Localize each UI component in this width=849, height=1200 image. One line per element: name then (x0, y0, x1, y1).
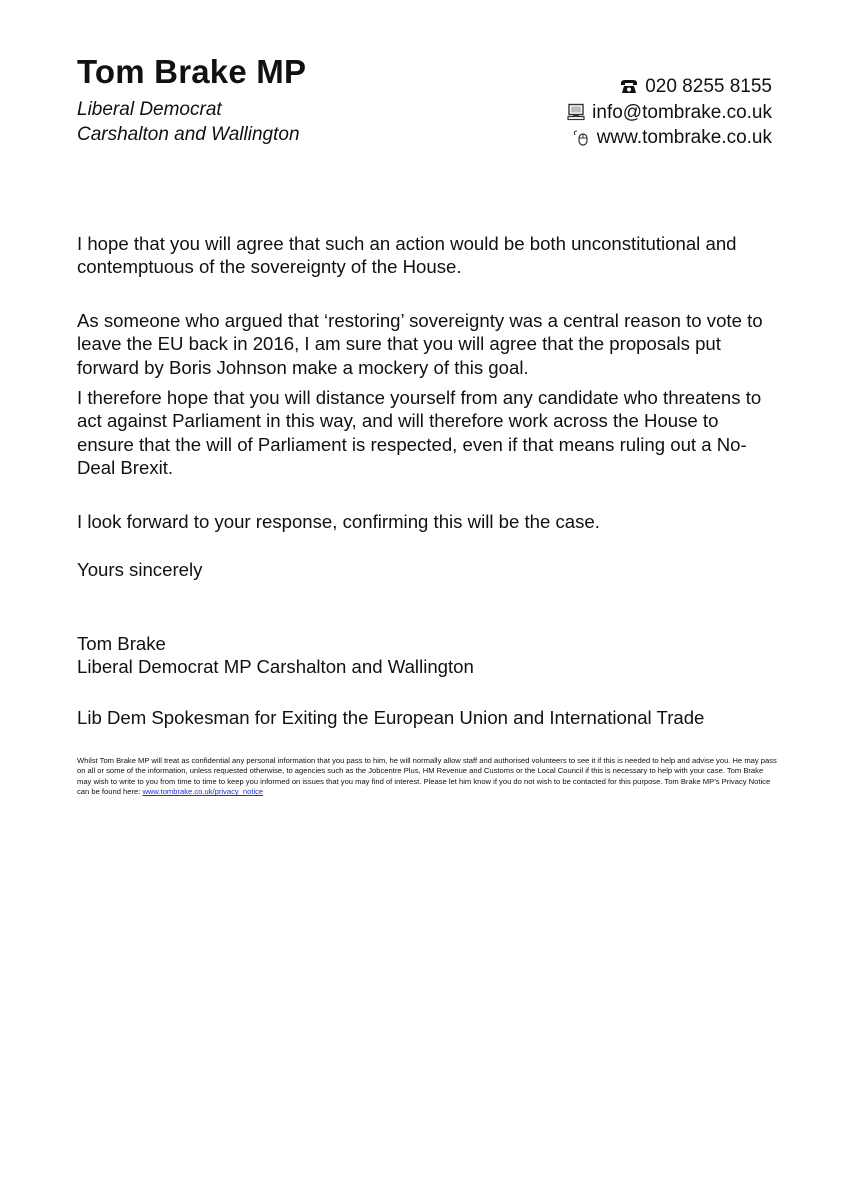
mouse-icon (571, 129, 591, 147)
spokesman-role: Lib Dem Spokesman for Exiting the European Union and International Trade (77, 707, 705, 728)
contact-phone[interactable]: 020 8255 8155 (645, 76, 772, 98)
contact-email-row (472, 100, 772, 126)
letter-paragraph: I hope that you will agree that such an action would be both unconstitutional and contemptuous of the sovereignty of the House. (77, 233, 737, 278)
letter-paragraph: As someone who argued that ‘restoring’ sovereignty was a central reason to vote to leave the EU back in 2016, I am sure that you will agree that the proposals put forward by Boris Johnson make a mockery of this goal. (77, 310, 763, 378)
signatory-name: Tom Brake (77, 633, 166, 654)
letter-paragraph: I therefore hope that you will distance yourself from any candidate who threatens to act against Parliament in this way, and will therefore work across the House to ensure that the will of Parliament is respected, even if that means ruling out a No-Deal Brexit. (77, 387, 762, 479)
contact-phone-row (472, 74, 772, 100)
letter-paragraph: I look forward to your response, confirming this will be the case. (77, 511, 600, 532)
contact-website[interactable]: www.tombrake.co.uk (596, 127, 772, 149)
contact-block (472, 74, 772, 151)
telephone-icon (619, 78, 639, 96)
privacy-notice-text: Whilst Tom Brake MP will treat as confidential any personal information that you pass to him, he will normally allow staff and authorised volunteers to see it if this is needed to help and advise you. He may pass on all or some of the information, unless requested otherwise, to agencies such as the Jobcentre Plus, HM Revenue and Customs or the Local Council if this is necessary to help with your case. Tom Brake may wish to write to you from time to time to keep you informed on issues that you may find of interest. Please let him know if you do not wish to be contacted for this purpose. Tom Brake MP’s Privacy Notice can be found here: (77, 756, 777, 797)
mp-constituency: Carshalton and Wallington (77, 124, 300, 145)
privacy-notice-link[interactable]: www.tombrake.co.uk/privacy_notice (142, 787, 264, 797)
contact-website-row (472, 125, 772, 151)
contact-email[interactable]: info@tombrake.co.uk (592, 101, 772, 123)
privacy-notice (77, 756, 777, 798)
signatory-title: Liberal Democrat MP Carshalton and Wallington (77, 656, 474, 678)
signature-block (77, 632, 777, 679)
letter-closing: Yours sincerely (77, 559, 203, 580)
mp-party: Liberal Democrat (77, 99, 222, 120)
computer-icon (566, 103, 586, 121)
mp-name-heading: Tom Brake MP (77, 53, 307, 90)
